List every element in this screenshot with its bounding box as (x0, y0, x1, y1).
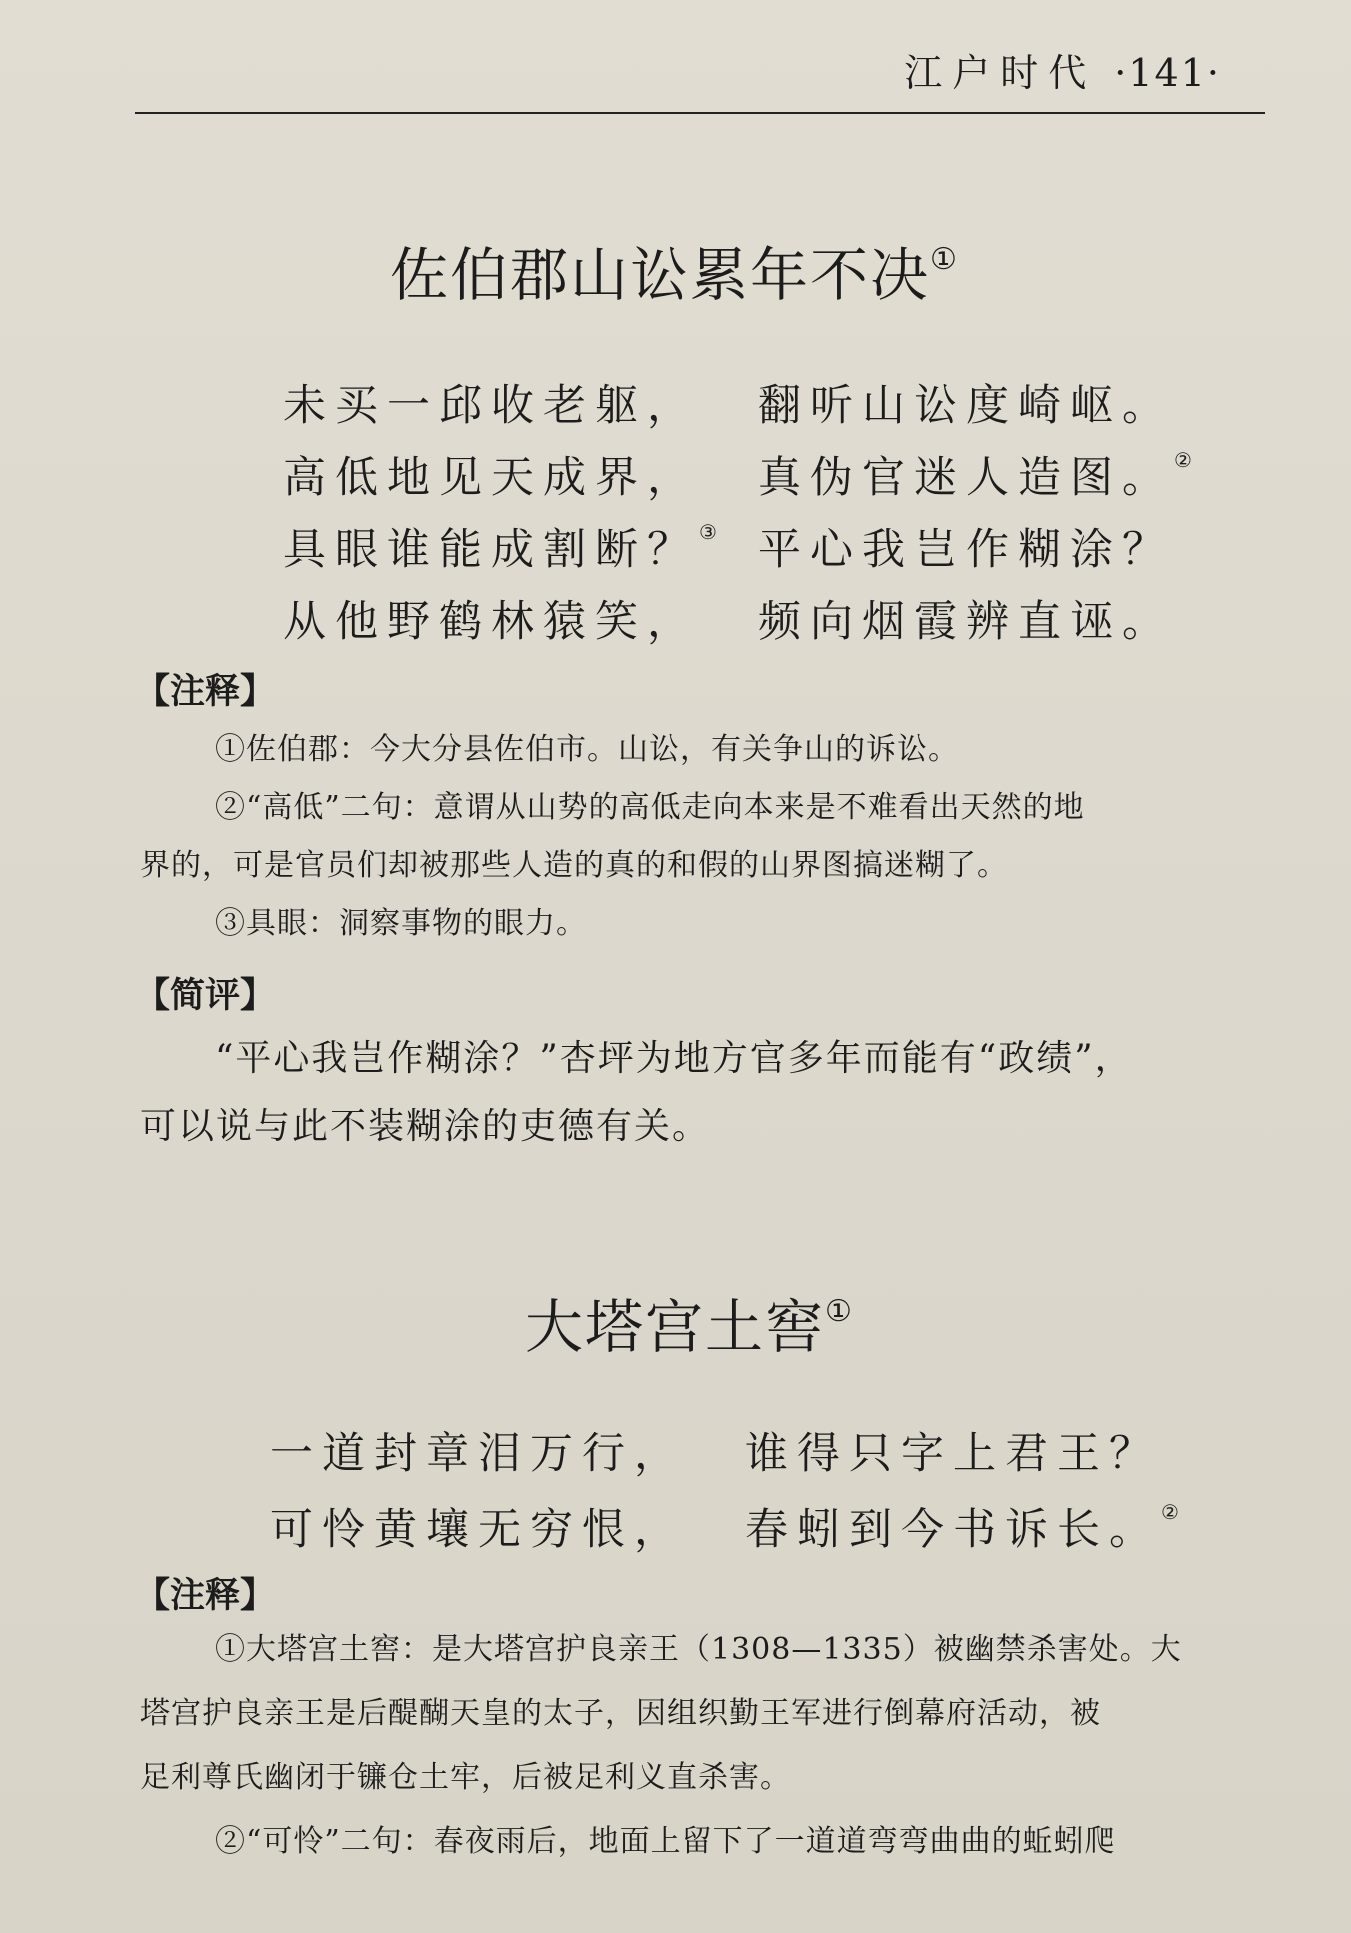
footnote-marker: ② (1161, 1499, 1179, 1524)
verse-text: 平心我岂作糊涂？ (758, 525, 1174, 575)
verse-text: 具眼谁能成割断？ (283, 525, 699, 575)
verse-line-right (758, 588, 1174, 649)
note-item: 塔宫护良亲王是后醍醐天皇的太子，因组织勤王军进行倒幕府活动，被 (140, 1696, 1101, 1731)
verse-text: 高低地见天成界， (283, 453, 699, 503)
verse-text: 真伪官迷人造图。 (758, 453, 1174, 503)
verse-text: 翻听山讼度崎岖。 (758, 381, 1174, 431)
note-item: 界的，可是官员们却被那些人造的真的和假的山界图搞迷糊了。 (140, 848, 1008, 883)
note-item: ①佐伯郡：今大分县佐伯市。山讼，有关争山的诉讼。 (215, 732, 959, 767)
notes-heading: 【注释】 (135, 671, 276, 712)
note-item: ①大塔宫土窖：是大塔宫护良亲王（1308—1335）被幽禁杀害处。大 (215, 1632, 1182, 1667)
note-item: ②“高低”二句：意谓从山势的高低走向本来是不难看出天然的地 (215, 790, 1085, 825)
footnote-marker: ① (825, 1293, 854, 1329)
verse-line-left (283, 588, 699, 649)
poem-title-text: 佐伯郡山讼累年不决 (390, 241, 931, 309)
footnote-marker: ③ (699, 519, 717, 544)
poem-title (525, 1280, 854, 1364)
verse-line-left (270, 1420, 686, 1481)
verse-text: 一道封章泪万行， (270, 1429, 686, 1479)
chapter-title: 江户时代 (904, 51, 1097, 95)
verse-text: 可怜黄壤无穷恨， (270, 1505, 686, 1555)
note-item: ③具眼：洞察事物的眼力。 (215, 906, 587, 941)
verse-text: 从他野鹤林猿笑， (283, 597, 699, 647)
running-header (904, 42, 1221, 97)
verse-line-right (745, 1496, 1179, 1557)
verse-line-right (758, 372, 1174, 433)
verse-line-right (758, 516, 1174, 577)
verse-text: 谁得只字上君王？ (745, 1429, 1161, 1479)
header-rule (135, 112, 1265, 114)
verse-text: 未买一邱收老躯， (283, 381, 699, 431)
verse-line-right (745, 1420, 1161, 1481)
footnote-marker: ② (1174, 447, 1192, 472)
verse-text: 频向烟霞辨直诬。 (758, 597, 1174, 647)
poem-title (390, 228, 959, 312)
verse-line-left (283, 372, 699, 433)
verse-line-right (758, 444, 1192, 505)
poem-title-text: 大塔宫土窖 (525, 1293, 826, 1361)
comment-heading: 【简评】 (135, 975, 276, 1016)
note-item: ②“可怜”二句：春夜雨后，地面上留下了一道道弯弯曲曲的蚯蚓爬 (215, 1824, 1116, 1859)
verse-line-left (283, 444, 699, 505)
verse-text: 春蚓到今书诉长。 (745, 1505, 1161, 1555)
comment-text: “平心我岂作糊涂？”杏坪为地方官多年而能有“政绩”， (215, 1038, 1133, 1079)
verse-line-left (283, 516, 717, 577)
comment-text: 可以说与此不装糊涂的吏德有关。 (140, 1106, 711, 1147)
notes-heading: 【注释】 (135, 1575, 276, 1616)
footnote-marker: ① (930, 241, 959, 277)
note-item: 足利尊氏幽闭于镰仓土牢，后被足利义直杀害。 (140, 1760, 791, 1795)
page-number: ·141· (1114, 51, 1221, 95)
verse-line-left (270, 1496, 686, 1557)
